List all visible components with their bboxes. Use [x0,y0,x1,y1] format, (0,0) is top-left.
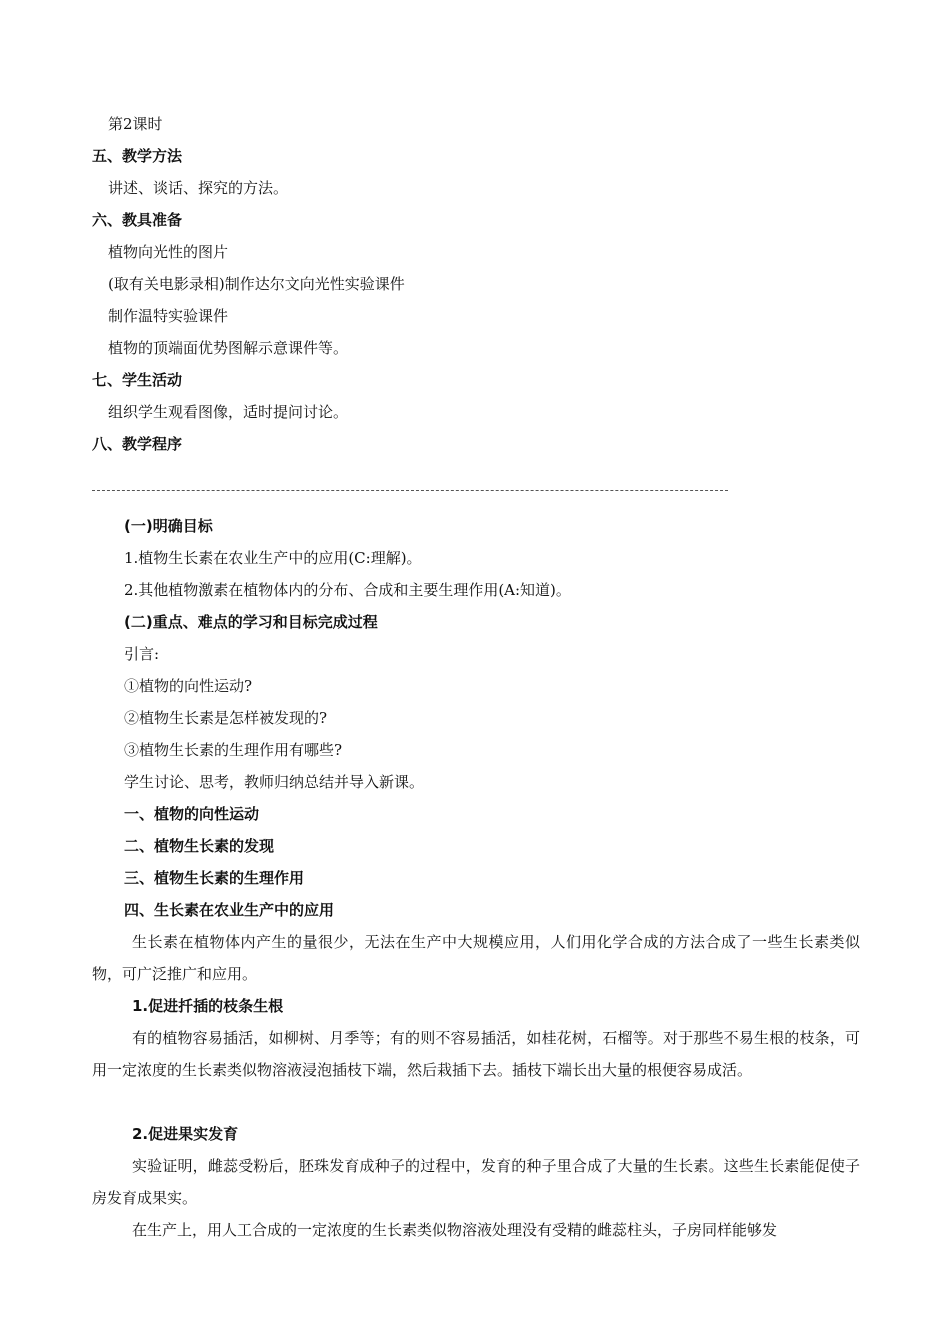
paragraph-text: 有的植物容易插活，如柳树、月季等；有的则不容易插活，如桂花树，石榴等。对于那些不易生根的枝条，可用一定浓度的生长素类似物溶液浸泡插枝下端，然后栽插下去。插枝下端长出大量的根便容易成活。 [92,1029,860,1079]
topic-heading: 三、植物生长素的生理作用 [124,869,305,887]
materials-item: 植物的顶端面优势图解示意课件等。 [108,339,349,357]
process-heading: (二)重点、难点的学习和目标完成过程 [124,613,378,631]
dashed-divider [92,490,728,491]
section-heading-activities: 七、学生活动 [92,371,183,389]
goals-heading: (一)明确目标 [124,517,213,535]
process-summary: 学生讨论、思考，教师归纳总结并导入新课。 [124,773,425,791]
section-heading-methods: 五、教学方法 [92,147,183,165]
section-heading-procedure: 八、教学程序 [92,435,183,453]
activities-text: 组织学生观看图像，适时提问讨论。 [108,403,349,421]
subheading-cuttings: 1.促进扦插的枝条生根 [132,997,284,1015]
section-heading-materials: 六、教具准备 [92,211,183,229]
paragraph [92,926,860,990]
paragraph-text: 在生产上，用人工合成的一定浓度的生长素类似物溶液处理没有受精的雌蕊柱头，子房同样能够发 [132,1221,778,1239]
paragraph-text: 实验证明，雌蕊受粉后，胚珠发育成种子的过程中，发育的种子里合成了大量的生长素。这些生长素能促使子房发育成果实。 [92,1157,860,1207]
intro-label: 引言: [124,645,160,663]
question-item: ③植物生长素的生理作用有哪些? [124,741,343,759]
paragraph-text: 生长素在植物体内产生的量很少，无法在生产中大规模应用，人们用化学合成的方法合成了一些生长素类似物，可广泛推广和应用。 [92,933,860,983]
paragraph [92,1214,860,1246]
paragraph [92,1150,860,1214]
materials-item: (取有关电影录相)制作达尔文向光性实验课件 [108,275,405,293]
lesson-number: 第2课时 [108,115,163,133]
goal-item: 1.植物生长素在农业生产中的应用(C:理解)。 [124,549,422,567]
question-item: ②植物生长素是怎样被发现的? [124,709,328,727]
question-item: ①植物的向性运动? [124,677,253,695]
paragraph [92,1022,860,1086]
topic-heading: 四、生长素在农业生产中的应用 [124,901,335,919]
materials-item: 制作温特实验课件 [108,307,229,325]
goal-item: 2.其他植物激素在植物体内的分布、合成和主要生理作用(A:知道)。 [124,581,571,599]
methods-text: 讲述、谈话、探究的方法。 [108,179,289,197]
materials-item: 植物向光性的图片 [108,243,229,261]
topic-heading: 一、植物的向性运动 [124,805,260,823]
subheading-fruit: 2.促进果实发育 [132,1125,239,1143]
topic-heading: 二、植物生长素的发现 [124,837,275,855]
